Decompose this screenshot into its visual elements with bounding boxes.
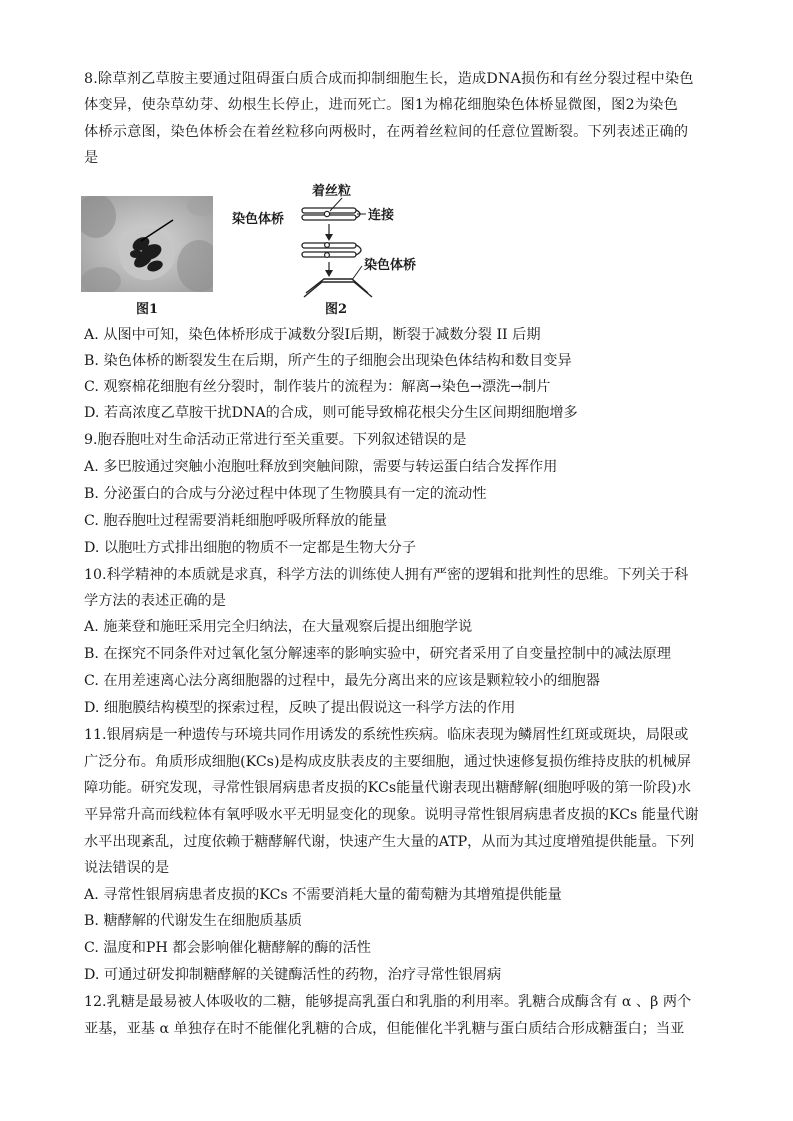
q10-option-a: A. 施莱登和施旺采用完全归纳法，在大量观察后提出细胞学说 bbox=[84, 619, 473, 635]
q12-stem-line: 亚基，亚基 α 单独存在时不能催化乳糖的合成，但能催化半乳糖与蛋白质结合形成糖蛋白；当亚 bbox=[84, 1021, 685, 1037]
q11-stem-line: 11.银屑病是一种遗传与环境共同作用诱发的系统性疾病。临床表现为鳞屑性红斑或斑块，局限或 bbox=[84, 727, 689, 743]
q8-option-d: D. 若高浓度乙草胺干扰DNA的合成，则可能导致棉花根尖分生区间期细胞增多 bbox=[84, 405, 578, 421]
q10-stem-line: 学方法的表述正确的是 bbox=[84, 593, 226, 609]
q11-stem-line: 平异常升高而线粒体有氧呼吸水平无明显变化的现象。说明寻常性银屑病患者皮损的KCs 能量代谢 bbox=[84, 807, 699, 823]
q8-option-a: A. 从图中可知，染色体桥形成于减数分裂I后期，断裂于减数分裂 II 后期 bbox=[84, 327, 541, 343]
q11-stem-line: 水平出现紊乱，过度依赖于糖酵解代谢，快速产生大量的ATP，从而为其过度增殖提供能量。下列 bbox=[84, 834, 695, 850]
fig1-bridge-label: 染色体桥 bbox=[232, 212, 285, 227]
micrograph-image bbox=[81, 196, 213, 292]
q8-option-b: B. 染色体桥的断裂发生在后期，所产生的子细胞会出现染色体结构和数目变异 bbox=[84, 353, 572, 369]
q10-option-c: C. 在用差速离心法分离细胞器的过程中，最先分离出来的应该是颗粒较小的细胞器 bbox=[84, 673, 600, 689]
q10-option-d: D. 细胞膜结构模型的探索过程，反映了提出假说这一科学方法的作用 bbox=[84, 700, 516, 716]
q8-option-c: C. 观察棉花细胞有丝分裂时，制作装片的流程为：解离→染色→漂洗→制片 bbox=[84, 379, 551, 395]
q8-stem-line: 体变异，使杂草幼芽、幼根生长停止，进而死亡。图1为棉花细胞染色体桥显微图，图2为染色 bbox=[84, 97, 678, 114]
q11-option-b: B. 糖酵解的代谢发生在细胞质基质 bbox=[84, 913, 303, 929]
q9-option-b: B. 分泌蛋白的合成与分泌过程中体现了生物膜具有一定的流动性 bbox=[84, 486, 487, 502]
fig2-bridge-label: 染色体桥 bbox=[364, 258, 417, 273]
fig1-caption: 图1 bbox=[136, 302, 159, 317]
q8-stem-line: 8.除草剂乙草胺主要通过阻碍蛋白质合成而抑制细胞生长，造成DNA损伤和有丝分裂过程中染色 bbox=[84, 71, 694, 87]
q9-option-d: D. 以胞吐方式排出细胞的物质不一定都是生物大分子 bbox=[84, 540, 417, 556]
figure-1-micrograph bbox=[81, 196, 213, 292]
q11-stem-line: 说法错误的是 bbox=[84, 860, 170, 876]
q9-option-c: C. 胞吞胞吐过程需要消耗细胞呼吸所释放的能量 bbox=[84, 513, 388, 529]
q11-option-a: A. 寻常性银屑病患者皮损的KCs 不需要消耗大量的葡萄糖为其增殖提供能量 bbox=[84, 887, 562, 903]
q10-stem-line: 10.科学精神的本质就是求真，科学方法的训练使人拥有严密的逻辑和批判性的思维。下列关于科 bbox=[84, 567, 689, 583]
q8-stem bbox=[84, 66, 724, 172]
q8-stem-line: 是 bbox=[84, 150, 99, 167]
fig2-connect-label: 连接 bbox=[368, 208, 395, 223]
q9-stem: 9.胞吞胞吐对生命活动正常进行至关重要。下列叙述错误的是 bbox=[84, 432, 467, 448]
q12-stem-line: 12.乳糖是最易被人体吸收的二糖，能够提高乳蛋白和乳脂的利用率。乳糖合成酶含有 α 、β 两个 bbox=[84, 994, 692, 1010]
fig2-centromere-label: 着丝粒 bbox=[312, 184, 352, 199]
q9-option-a: A. 多巴胺通过突触小泡胞吐释放到突触间隙，需要与转运蛋白结合发挥作用 bbox=[84, 459, 558, 475]
fig2-caption: 图2 bbox=[325, 302, 348, 317]
q11-option-d: D. 可通过研发抑制糖酵解的关键酶活性的药物，治疗寻常性银屑病 bbox=[84, 967, 502, 983]
q10-option-b: B. 在探究不同条件对过氧化氢分解速率的影响实验中，研究者采用了自变量控制中的减法原理 bbox=[84, 646, 671, 662]
q8-stem-line: 体桥示意图，染色体桥会在着丝粒移向两极时，在两着丝粒间的任意位置断裂。下列表述正确的 bbox=[84, 123, 689, 140]
q11-stem-line: 障功能。研究发现，寻常性银屑病患者皮损的KCs能量代谢表现出糖酵解(细胞呼吸的第一阶段)水 bbox=[84, 780, 691, 796]
q11-option-c: C. 温度和PH 都会影响催化糖酵解的酶的活性 bbox=[84, 940, 371, 956]
q11-stem-line: 广泛分布。角质形成细胞(KCs)是构成皮肤表皮的主要细胞，通过快速修复损伤维持皮肤的机械屏 bbox=[84, 754, 691, 770]
